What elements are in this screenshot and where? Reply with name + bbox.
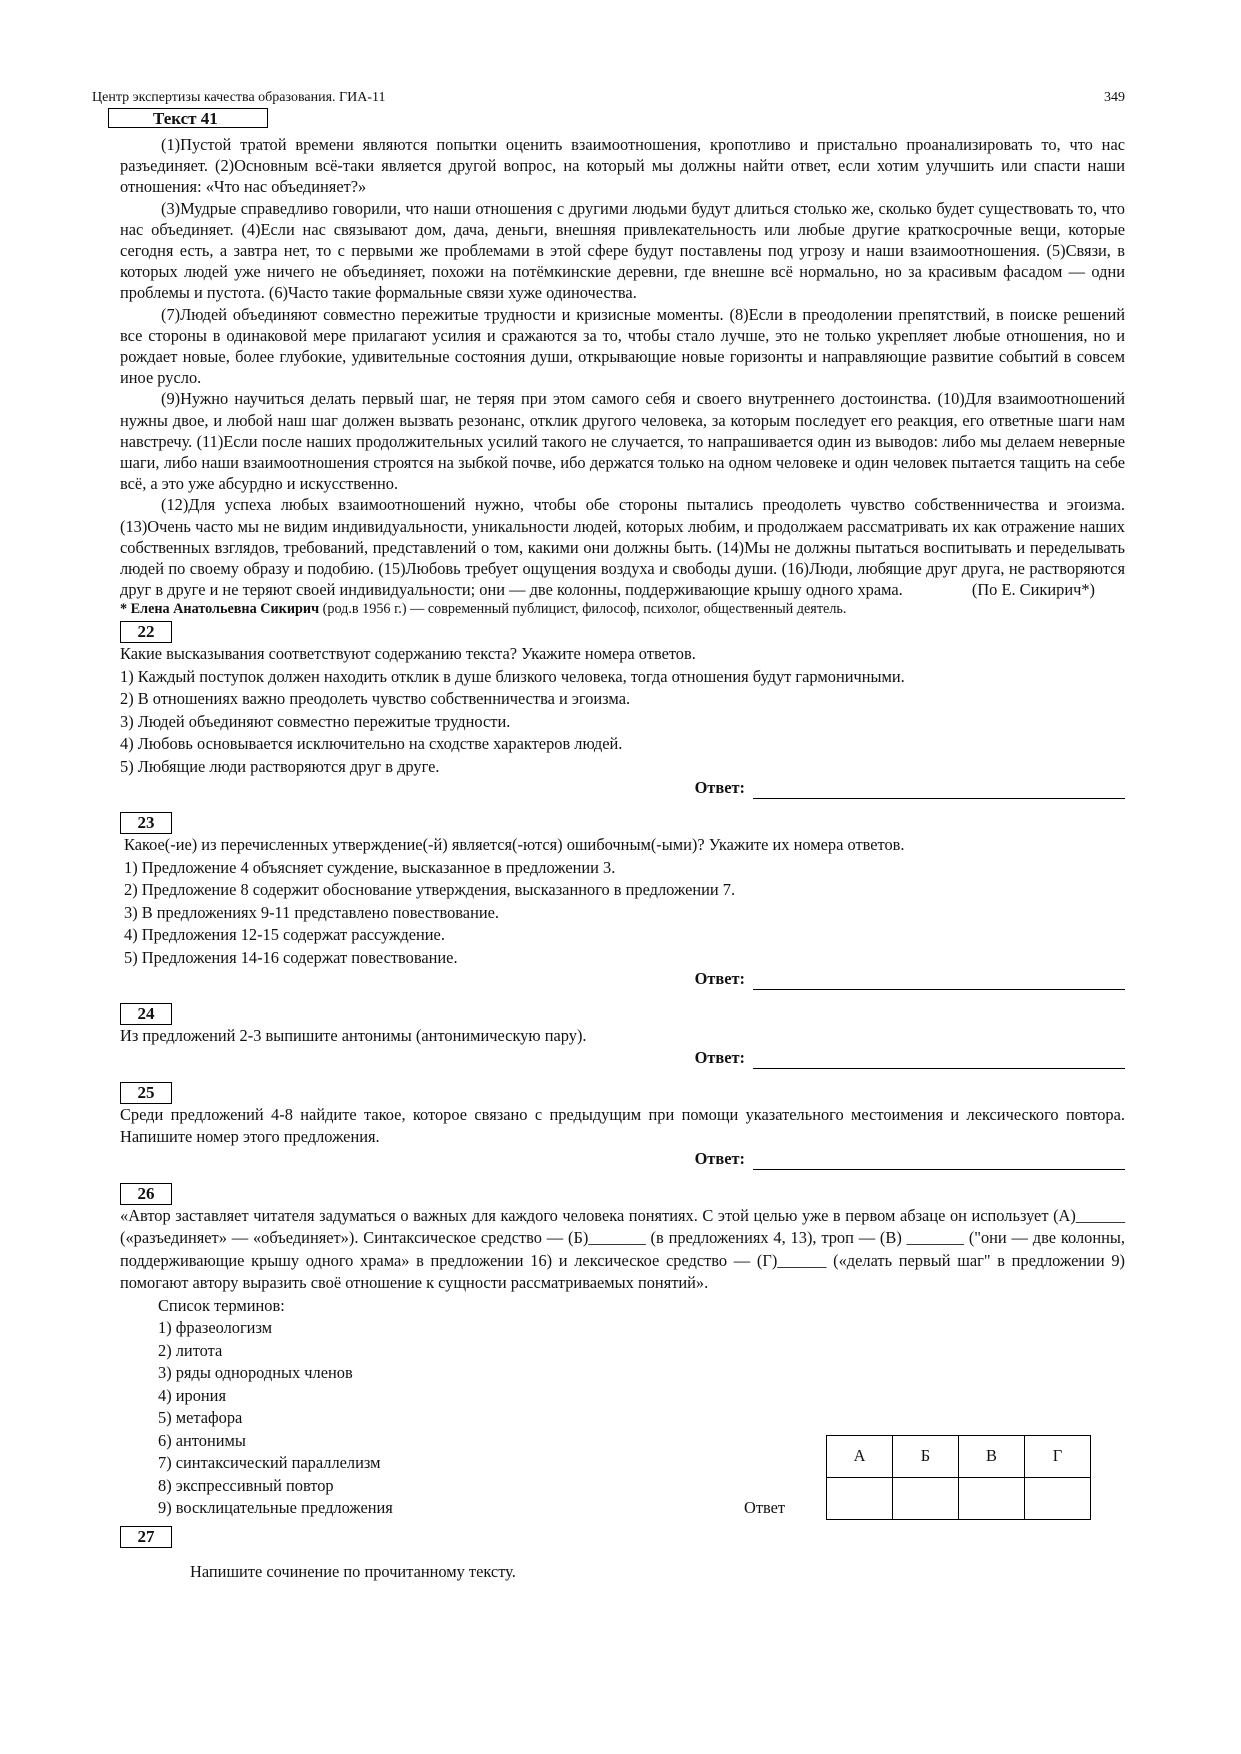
answer-label: Ответ:	[694, 1047, 745, 1067]
question-24-prompt: Из предложений 2-3 выпишите антонимы (антонимическую пару).	[120, 1026, 587, 1046]
list-item: 5) метафора	[158, 1408, 243, 1428]
question-24	[120, 1003, 1125, 1072]
grid-answer-label: Ответ	[744, 1497, 786, 1517]
grid-cell-a[interactable]	[827, 1477, 893, 1519]
list-item: 4) Любовь основывается исключительно на сходстве характеров людей.	[120, 734, 623, 754]
paragraph-5	[120, 494, 1125, 600]
question-27-prompt: Напишите сочинение по прочитанному тексту.	[190, 1561, 516, 1581]
question-25-prompt: Среди предложений 4-8 найдите такое, которое связано с предыдущим при помощи указательного местоимения и лексического повтора. Напишите номер этого предложения.	[120, 1104, 1125, 1147]
paragraph-4: (9)Нужно научиться делать первый шаг, не теряя при этом самого себя и своего внутреннего достоинства. (10)Для взаимоотношений нужны двое, и любой наш шаг должен вызвать резонанс, отклик другого человека, за которым последует его реакция, его ответные шаги нам навстречу. (11)Если после наших продолжительных усилий такого не случается, то напрашивается один из выводов: либо мы делаем неверные шаги, либо наши взаимоотношения строятся на зыбкой почве, ибо держатся только на одном человеке и один человек пытается тащить на себе всё, а это уже абсурдно и искусственно.	[120, 389, 1125, 494]
question-number-22: 22	[120, 621, 172, 643]
list-item: 3) Людей объединяют совместно пережитые трудности.	[120, 711, 511, 731]
question-22	[120, 621, 1125, 802]
list-item: 3) ряды однородных членов	[158, 1363, 353, 1383]
grid-cell-g[interactable]	[1025, 1477, 1091, 1519]
list-item: 1) Каждый поступок должен находить отклик в душе близкого человека, тогда отношения будут гармоничными.	[120, 666, 905, 686]
question-number-24: 24	[120, 1003, 172, 1025]
answer-22-field[interactable]	[753, 798, 1125, 799]
answer-23-field[interactable]	[753, 989, 1125, 990]
attribution: (По Е. Сикирич*)	[971, 580, 1095, 600]
list-item: 1) Предложение 4 объясняет суждение, высказанное в предложении 3.	[124, 857, 616, 877]
grid-header-v: В	[959, 1435, 1025, 1477]
question-number-23: 23	[120, 812, 172, 834]
answer-24-field[interactable]	[753, 1068, 1125, 1069]
question-22-prompt: Какие высказывания соответствуют содержанию текста? Укажите номера ответов.	[120, 644, 696, 664]
question-23-options	[120, 857, 1125, 970]
text-title: Текст 41	[108, 108, 268, 128]
list-item: 1) фразеологизм	[158, 1318, 273, 1338]
question-25	[120, 1082, 1125, 1173]
question-26	[120, 1183, 1125, 1520]
question-26-prompt: «Автор заставляет читателя задуматься о важных для каждого человека понятиях. С этой целью уже в первом абзаце он использует (А)______ («разъединяет» — «объединяет»). Синтаксическое средство — (Б)_______ (в предложениях 4, 13), троп — (В) _______ ("они — две колонны, поддерживающие крышу одного храма» в предложении 16) и лексическое средство — (Г)______ («делать первый шаг" в предложении 9) помогают автору выразить своё отношение к сущности рассматриваемых понятий».	[120, 1205, 1125, 1293]
grid-header-a: А	[827, 1435, 893, 1477]
answer-22	[120, 778, 1125, 802]
list-item: 2) Предложение 8 содержит обоснование утверждения, высказанного в предложении 7.	[124, 880, 736, 900]
paragraph-1: (1)Пустой тратой времени являются попытки оценить взаимоотношения, кропотливо и пристально проанализировать то, что нас разъединяет. (2)Основным всё-таки является другой вопрос, на который мы должны найти ответ, если хотим улучшить или спасти наши отношения: «Что нас объединяет?»	[120, 135, 1125, 197]
list-item: 4) Предложения 12-15 содержат рассуждение.	[124, 925, 445, 945]
paragraph-3: (7)Людей объединяют совместно пережитые трудности и кризисные моменты. (8)Если в преодолении препятствий, в поиске решений все стороны в одинаковой мере прилагают усилия и сражаются за то, чтобы стало лучше, это не только укрепляет любые отношения, но и рождает новые, более глубокие, удивительные состояния души, открывающие новые горизонты и направляющие развитие событий в совсем иное русло.	[120, 304, 1125, 388]
list-item: 2) литота	[158, 1340, 223, 1360]
answer-25-field[interactable]	[753, 1169, 1125, 1170]
list-item: 7) синтаксический параллелизм	[158, 1453, 381, 1473]
question-22-options	[120, 666, 1125, 779]
answer-23	[120, 969, 1125, 993]
question-27	[120, 1526, 1125, 1582]
list-item: 3) В предложениях 9-11 представлено повествование.	[124, 902, 499, 922]
page-number: 349	[1104, 90, 1125, 105]
question-23-prompt: Какое(-ие) из перечисленных утверждение(-й) является(-ются) ошибочным(-ыми)? Укажите их номера ответов.	[124, 835, 905, 855]
list-item: 5) Предложения 14-16 содержат повествование.	[124, 947, 458, 967]
question-number-25: 25	[120, 1082, 172, 1104]
terms-title: Список терминов:	[158, 1295, 285, 1315]
footnote-name: * Елена Анатольевна Сикирич	[120, 601, 320, 618]
answer-label: Ответ:	[694, 778, 745, 798]
paragraph-2: (3)Мудрые справедливо говорили, что наши отношения с другими людьми будут длиться столько же, сколько будет существовать то, что нас объединяет. (4)Если нас связывают дом, дача, деньги, внешняя привлекательность или любые другие краткосрочные вещи, которые сегодня есть, а завтра нет, то с первыми же проблемами в этой сфере будут поставлены под угрозу и наши взаимоотношения. (5)Связи, в которых людей уже ничего не объединяет, похожи на потёмкинские деревни, где внешне всё нормально, но за красивым фасадом — одни проблемы и пустота. (6)Часто такие формальные связи хуже одиночества.	[120, 198, 1125, 303]
question-number-26: 26	[120, 1183, 172, 1205]
answer-25	[120, 1149, 1125, 1173]
paragraph-5-text: (12)Для успеха любых взаимоотношений нужно, чтобы обе стороны пытались преодолеть чувство собственничества и эгоизма. (13)Очень часто мы не видим индивидуальности, уникальности людей, которых любим, и продолжаем рассматривать их как отражение наших собственных взглядов, требований, представлений о том, какими они должны быть. (14)Мы не должны пытаться воспитывать и переделывать людей по своему образу и подобию. (15)Любовь требует ощущения воздуха и свободы души. (16)Люди, любящие друг друга, не растворяются друг в друге и не теряют своей индивидуальности; они — две колонны, поддерживающие крышу одного храма.	[120, 495, 1125, 600]
question-number-27: 27	[120, 1526, 172, 1548]
answer-grid	[826, 1435, 1091, 1520]
list-item: 9) восклицательные предложения	[158, 1498, 393, 1518]
list-item: 8) экспрессивный повтор	[158, 1475, 334, 1495]
page-content	[120, 108, 1125, 1582]
header-title: Центр экспертизы качества образования. ГИА-11	[92, 90, 386, 105]
footnote-rest: (род.в 1956 г.) — современный публицист, философ, психолог, общественный деятель.	[319, 601, 847, 618]
footnote	[120, 600, 1125, 619]
answer-label: Ответ:	[694, 1148, 745, 1168]
grid-header-g: Г	[1025, 1435, 1091, 1477]
list-item: 6) антонимы	[158, 1430, 246, 1450]
grid-cell-v[interactable]	[959, 1477, 1025, 1519]
list-item: 2) В отношениях важно преодолеть чувство собственничества и эгоизма.	[120, 689, 631, 709]
question-23	[120, 812, 1125, 993]
answer-label: Ответ:	[694, 969, 745, 989]
grid-cell-b[interactable]	[893, 1477, 959, 1519]
list-item: 5) Любящие люди растворяются друг в друге.	[120, 756, 440, 776]
reading-text	[120, 134, 1125, 600]
answer-24	[120, 1048, 1125, 1072]
grid-header-b: Б	[893, 1435, 959, 1477]
list-item: 4) ирония	[158, 1385, 226, 1405]
